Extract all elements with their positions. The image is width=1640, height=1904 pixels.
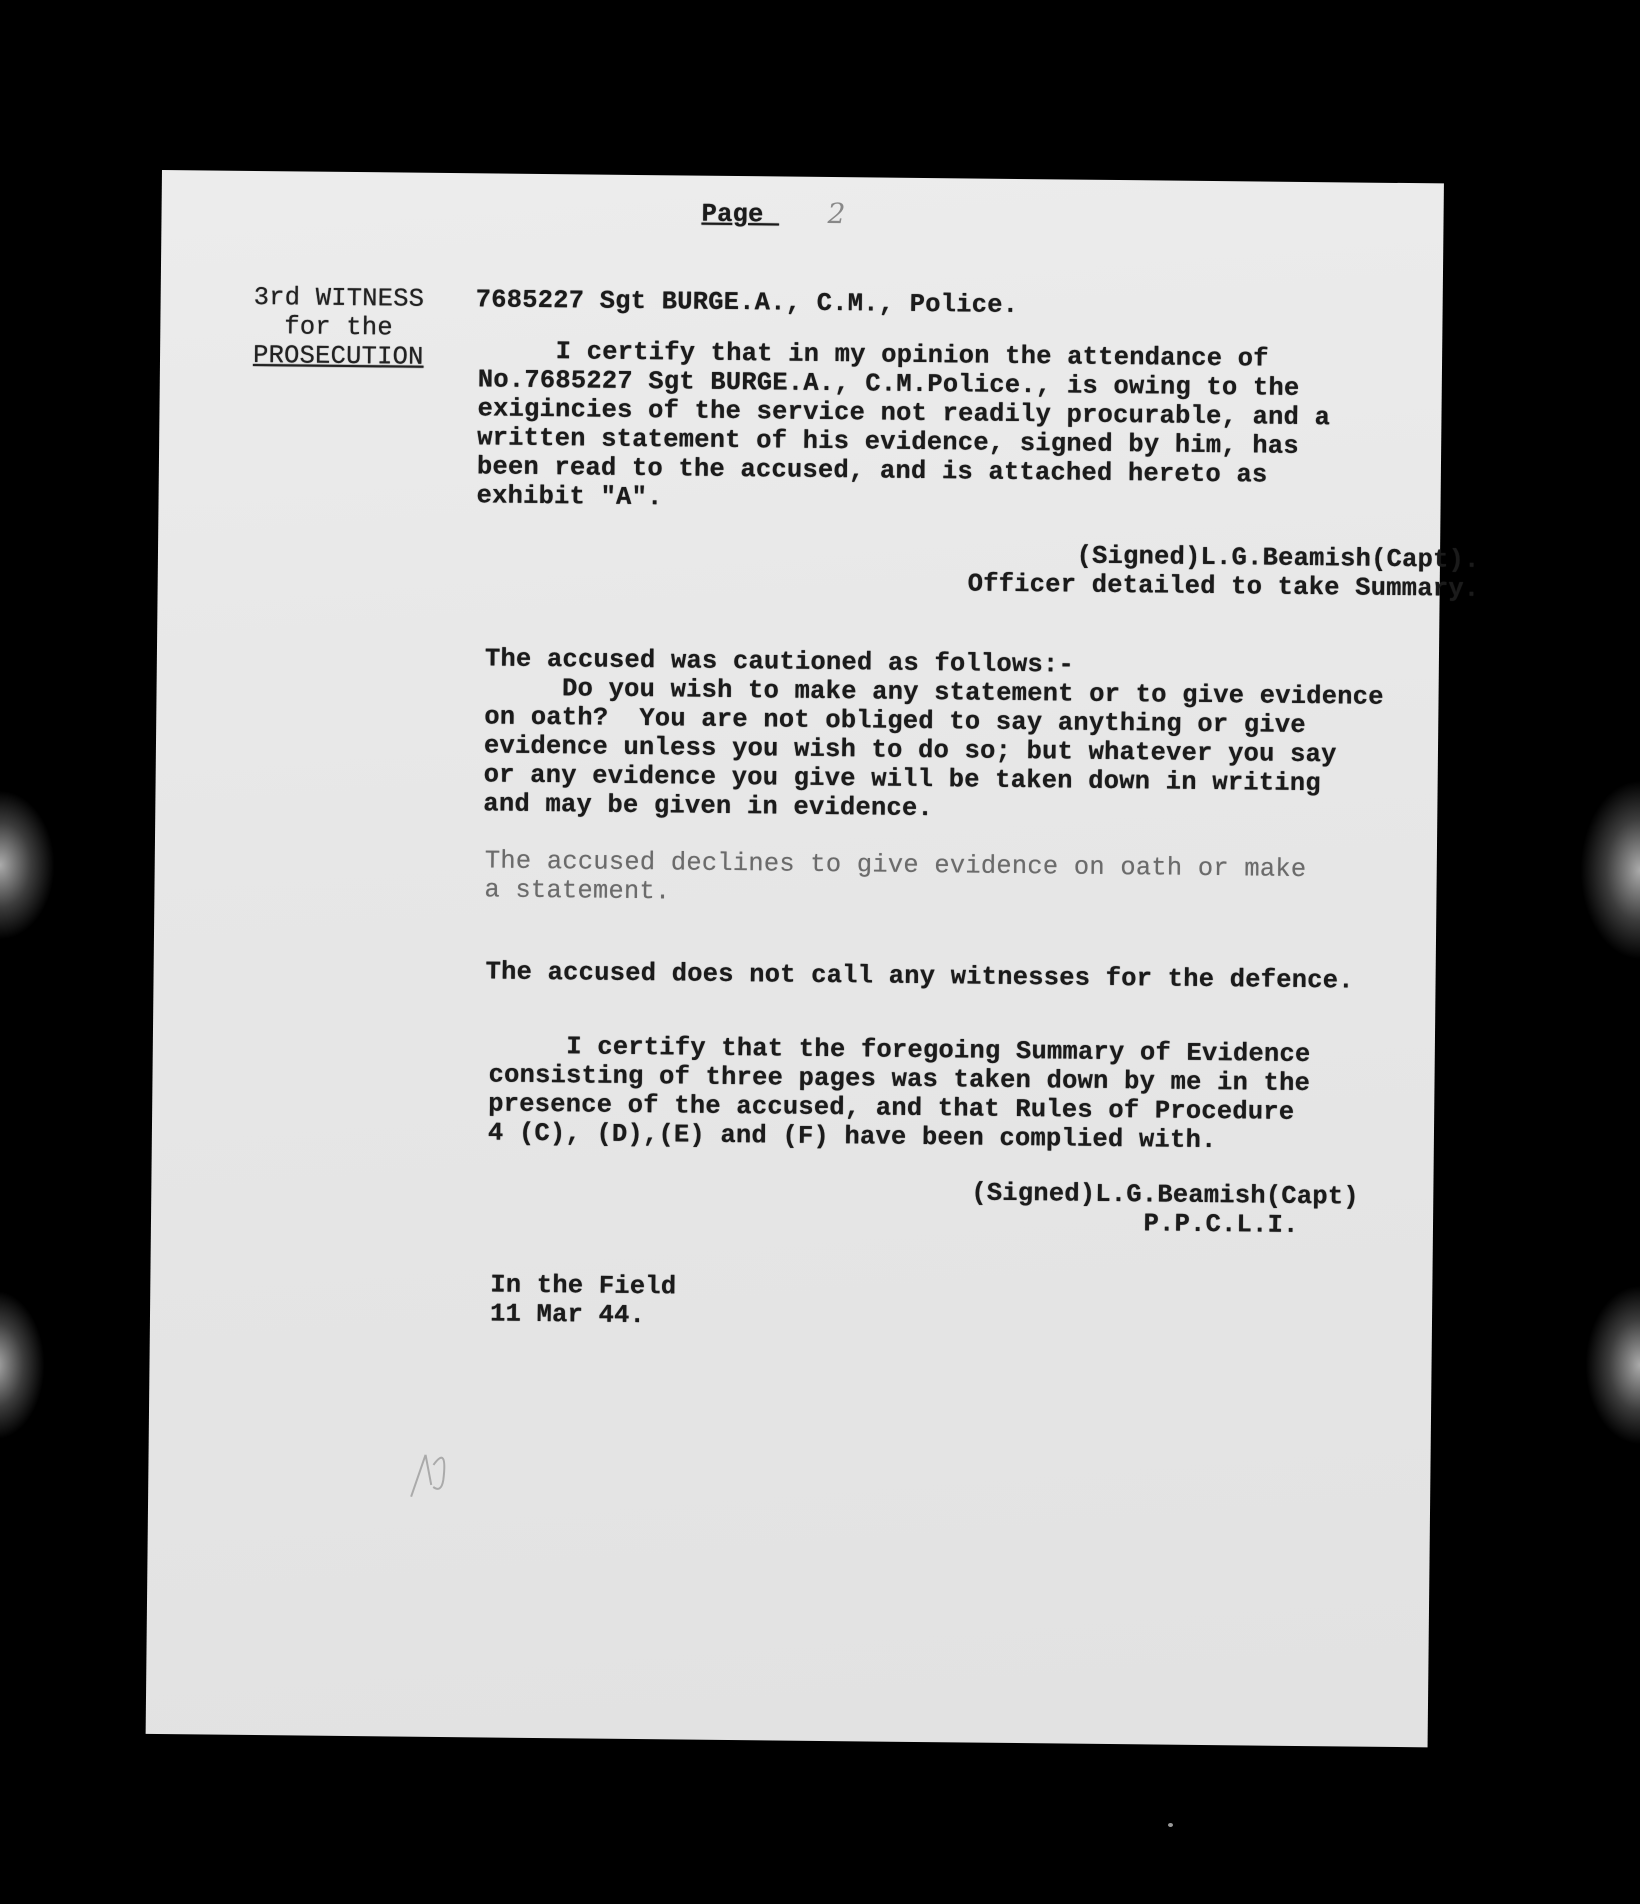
margin-note-line: for the [284, 312, 394, 343]
witness-name: 7685227 Sgt BURGE.A., C.M., Police. [475, 285, 1019, 320]
no-witnesses-paragraph: The accused does not call any witnesses for the defence. [485, 957, 1354, 996]
signature-block [971, 1179, 1359, 1241]
caution-paragraph: The accused was cautioned as follows:- Do you wish to make any statement or to give evidence on oath? You are not obliged to say anything or give evidence unless you wish to do so; but whatever you say or any evidence you give will be taken down in writing and may be given in evidence. [483, 644, 1384, 824]
margin-note [253, 283, 424, 372]
film-edge-glow [0, 1290, 45, 1440]
signature-line: (Signed)L.G.Beamish(Capt) [971, 1178, 1360, 1212]
place-date-block [490, 1271, 677, 1331]
film-edge-glow [0, 790, 55, 940]
film-edge-glow [1585, 1285, 1640, 1445]
signature-unit: P.P.C.L.I. [1143, 1209, 1299, 1240]
margin-note-line: 3rd WITNESS [253, 282, 425, 314]
document-page [146, 170, 1480, 1747]
film-edge-glow [1580, 780, 1640, 960]
summary-certification-paragraph: I certify that the foregoing Summary of Evidence consisting of three pages was taken down by me in the presence of the accused, and that Rules of Procedure 4 (C), (D),(E) and (F) have been complied with. [487, 1031, 1311, 1156]
date-line: 11 Mar 44. [489, 1299, 646, 1331]
handwritten-page-number: 2 [827, 196, 846, 231]
signature-block [968, 540, 1480, 603]
margin-note-line: PROSECUTION [252, 340, 424, 372]
handwritten-initials-mark [403, 1435, 454, 1506]
scan-speck [1168, 1823, 1173, 1827]
place-line: In the Field [490, 1270, 677, 1302]
certification-paragraph: I certify that in my opinion the attendance of No.7685227 Sgt BURGE.A., C.M.Police., is owing to the exigincies of the service not readily procurable, and a written statement of his evidence, signed by him, has been read to the accused, and is attached hereto as exhibit "A". [476, 336, 1331, 513]
signature-title: Officer detailed to take Summary. [967, 569, 1480, 604]
declines-paragraph: The accused declines to give evidence on oath or make a statement. [484, 846, 1307, 907]
page-label: Page [701, 199, 780, 230]
signature-line: (Signed)L.G.Beamish(Capt). [1076, 541, 1480, 575]
